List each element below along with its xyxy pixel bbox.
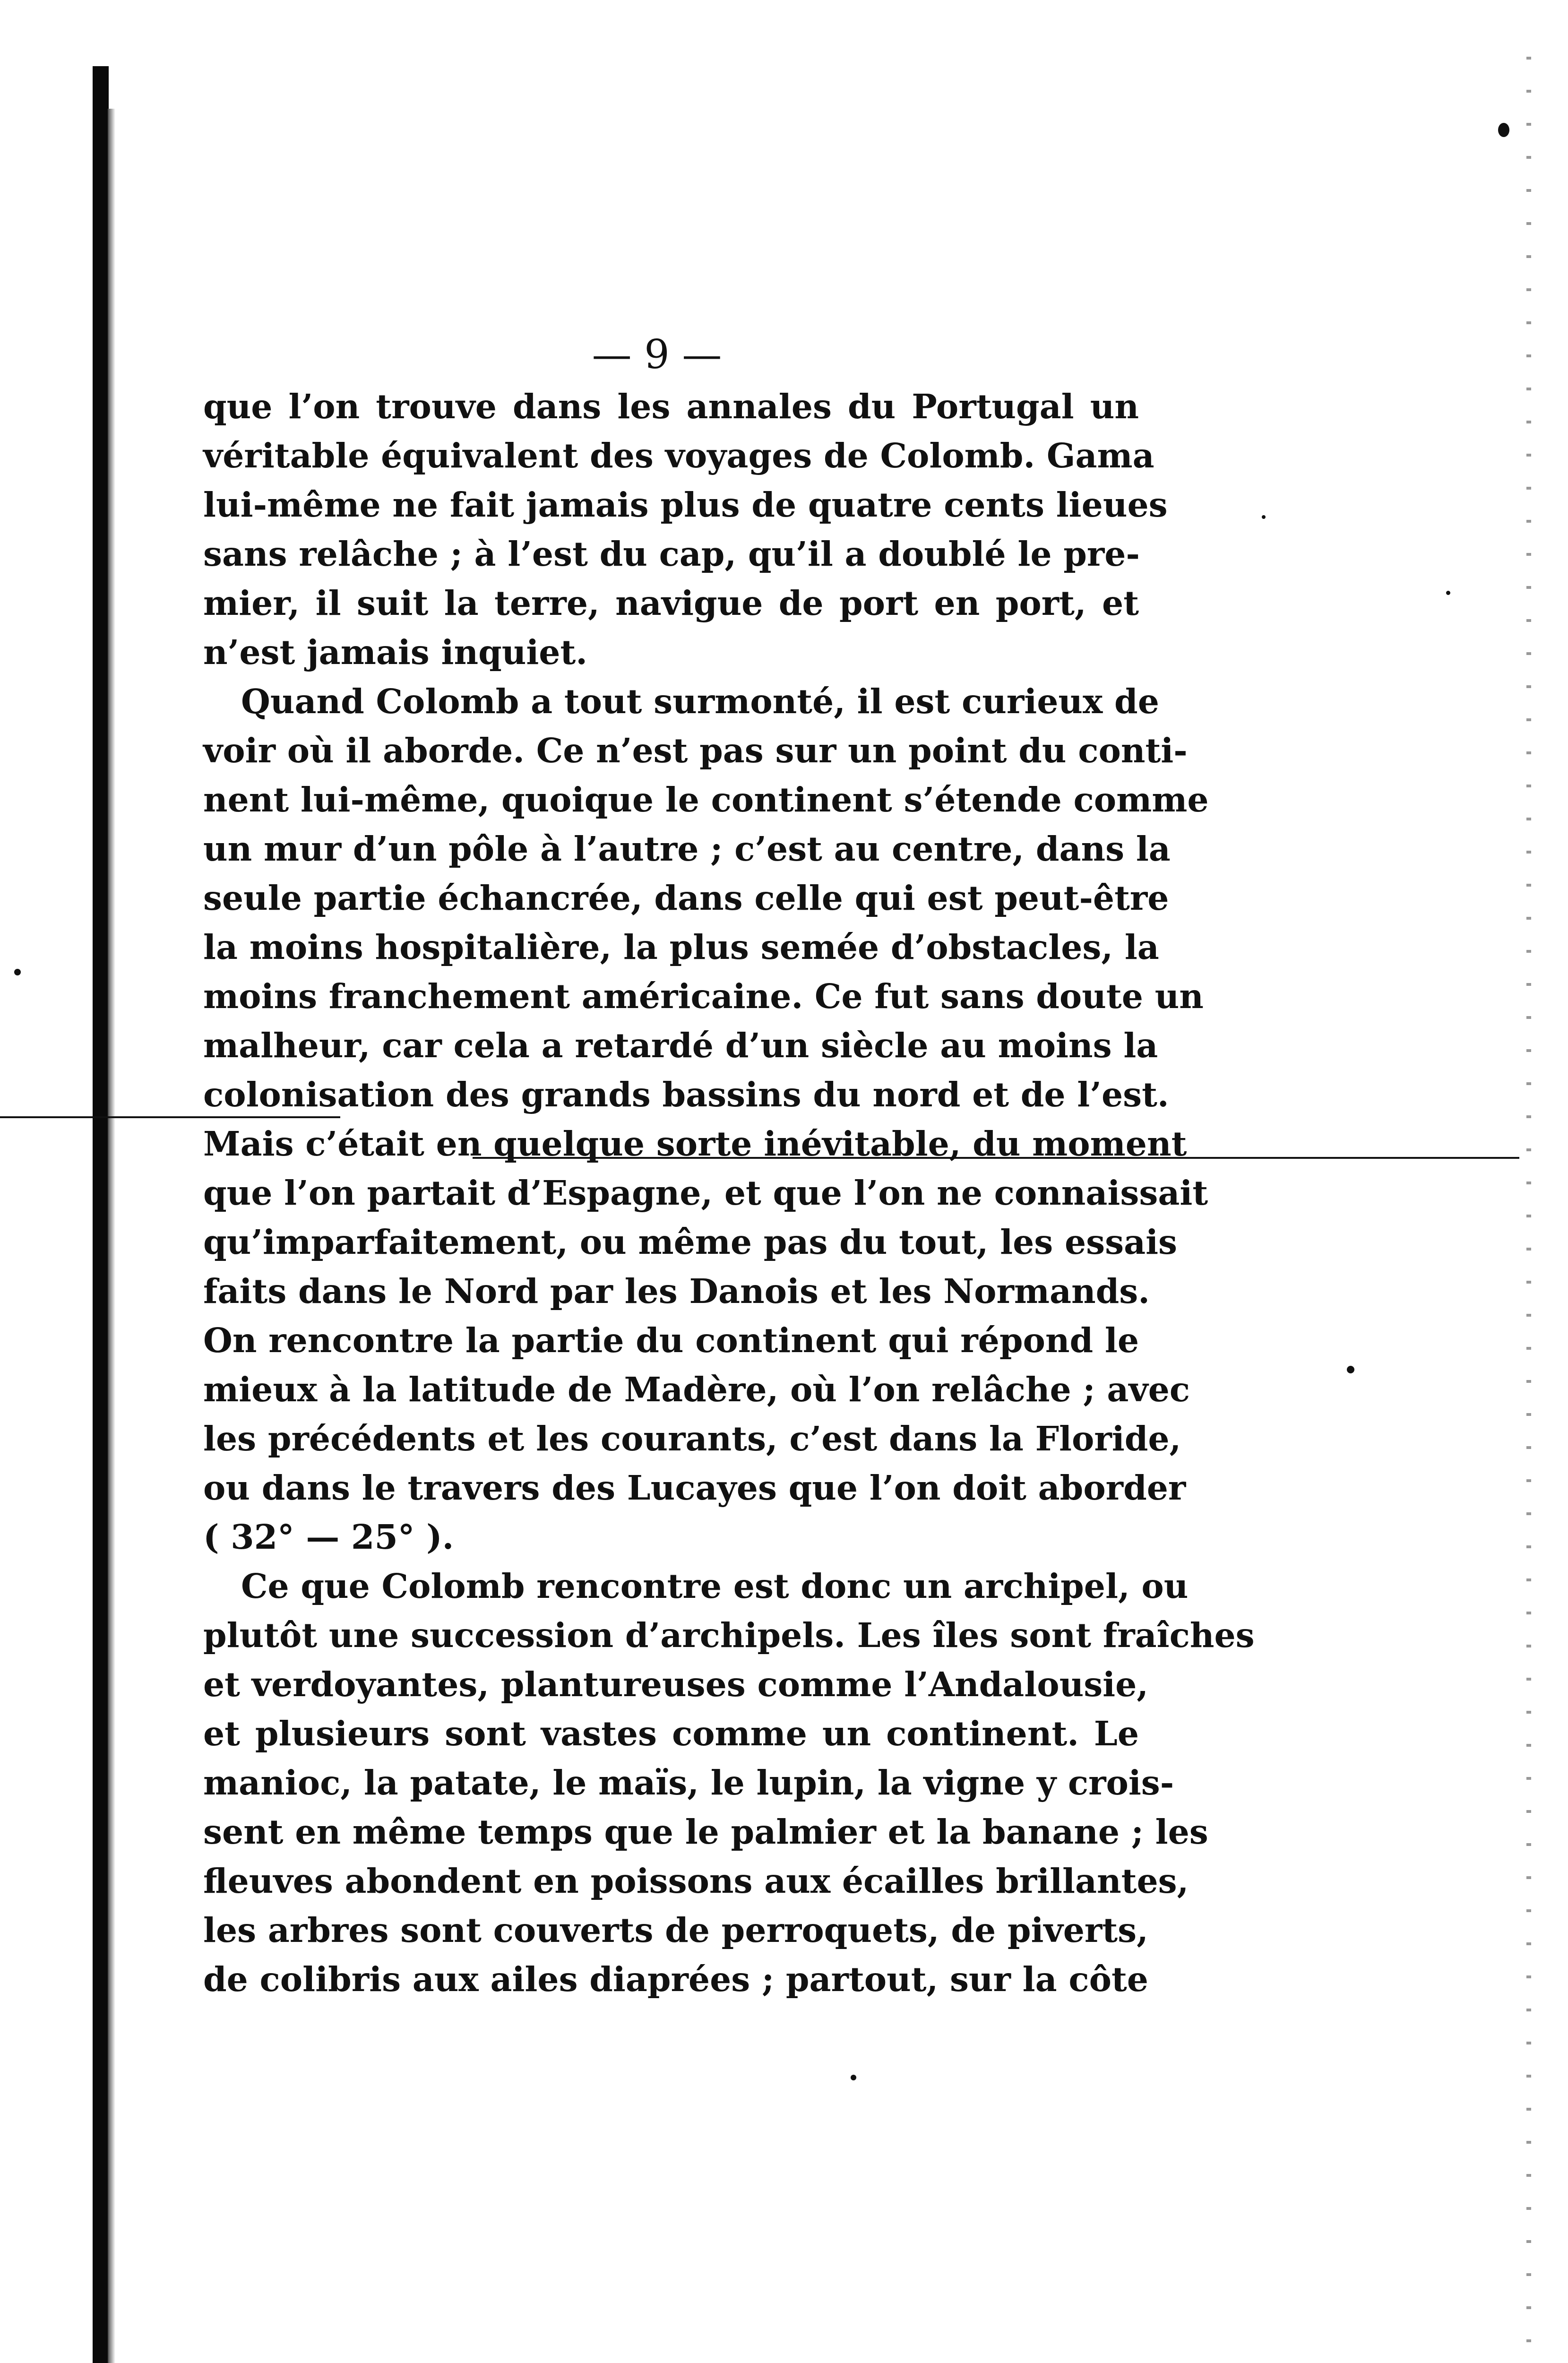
text-line: ou dans le travers des Lucayes que l’on doit aborder (203, 1468, 1186, 1508)
text-line: et plusieurs sont vastes comme un continent. Le (203, 1714, 1139, 1753)
text-line: véritable équivalent des voyages de Colomb. Gama (203, 436, 1154, 475)
scan-speck (14, 969, 21, 975)
text-line: moins franchement américaine. Ce fut sans doute un (203, 976, 1204, 1016)
text-line: et verdoyantes, plantureuses comme l’Andalousie, (203, 1664, 1149, 1704)
text-line: les précédents et les courants, c’est dans la Floride, (203, 1419, 1181, 1458)
text-line: Quand Colomb a tout surmonté, il est curieux de (241, 681, 1159, 721)
text-line: faits dans le Nord par les Danois et les Normands. (203, 1271, 1150, 1311)
text-line: n’est jamais inquiet. (203, 632, 587, 672)
text-line: sans relâche ; à l’est du cap, qu’il a doublé le pre- (203, 534, 1140, 574)
text-line: mier, il suit la terre, navigue de port en port, et (203, 583, 1139, 623)
text-line: fleuves abondent en poissons aux écailles brillantes, (203, 1861, 1189, 1901)
text-line: ( 32° — 25° ). (203, 1517, 454, 1557)
text-line: mieux à la latitude de Madère, où l’on relâche ; avec (203, 1370, 1190, 1409)
text-line: la moins hospitalière, la plus semée d’obstacles, la (203, 927, 1159, 967)
paragraph (203, 677, 1209, 1561)
text-line: seule partie échancrée, dans celle qui est peut-être (203, 878, 1169, 918)
scan-speck (1262, 515, 1266, 519)
text-line: nent lui-même, quoique le continent s’étende comme (203, 780, 1209, 819)
scan-speck (1446, 591, 1450, 595)
text-line: sent en même temps que le palmier et la banane ; les (203, 1812, 1208, 1852)
text-line: qu’imparfaitement, ou même pas du tout, les essais (203, 1222, 1178, 1262)
paragraph (203, 382, 1168, 677)
text-line: plutôt une succession d’archipels. Les îles sont fraîches (203, 1615, 1255, 1655)
binding-edge (93, 66, 109, 2363)
text-line: On rencontre la partie du continent qui répond le (203, 1320, 1139, 1360)
text-line: que l’on trouve dans les annales du Portugal un (203, 387, 1139, 426)
text-line: manioc, la patate, le maïs, le lupin, la vigne y crois- (203, 1763, 1174, 1802)
text-line: lui-même ne fait jamais plus de quatre cents lieues (203, 485, 1168, 525)
text-line: les arbres sont couverts de perroquets, de piverts, (203, 1910, 1148, 1950)
paragraph (203, 1561, 1255, 2004)
text-line: colonisation des grands bassins du nord et de l’est. (203, 1075, 1169, 1114)
text-line: que l’on partait d’Espagne, et que l’on ne connaissait (203, 1173, 1208, 1213)
text-line: Mais c’était en quelque sorte inévitable, du moment (203, 1124, 1187, 1164)
text-line: malheur, car cela a retardé d’un siècle au moins la (203, 1026, 1158, 1065)
scan-speck (1347, 1366, 1354, 1373)
text-line: voir où il aborde. Ce n’est pas sur un point du conti- (203, 731, 1188, 770)
scan-speck (1498, 123, 1509, 137)
text-line: de colibris aux ailes diaprées ; partout, sur la côte (203, 1959, 1148, 1999)
scan-speck (851, 2075, 856, 2080)
body-text (203, 382, 1255, 2004)
page-number: — 9 — (592, 331, 722, 378)
text-line: un mur d’un pôle à l’autre ; c’est au centre, dans la (203, 829, 1171, 869)
text-line: Ce que Colomb rencontre est donc un archipel, ou (241, 1566, 1189, 1606)
scan-noise-right (1526, 57, 1531, 2363)
binding-shadow (108, 109, 115, 2363)
